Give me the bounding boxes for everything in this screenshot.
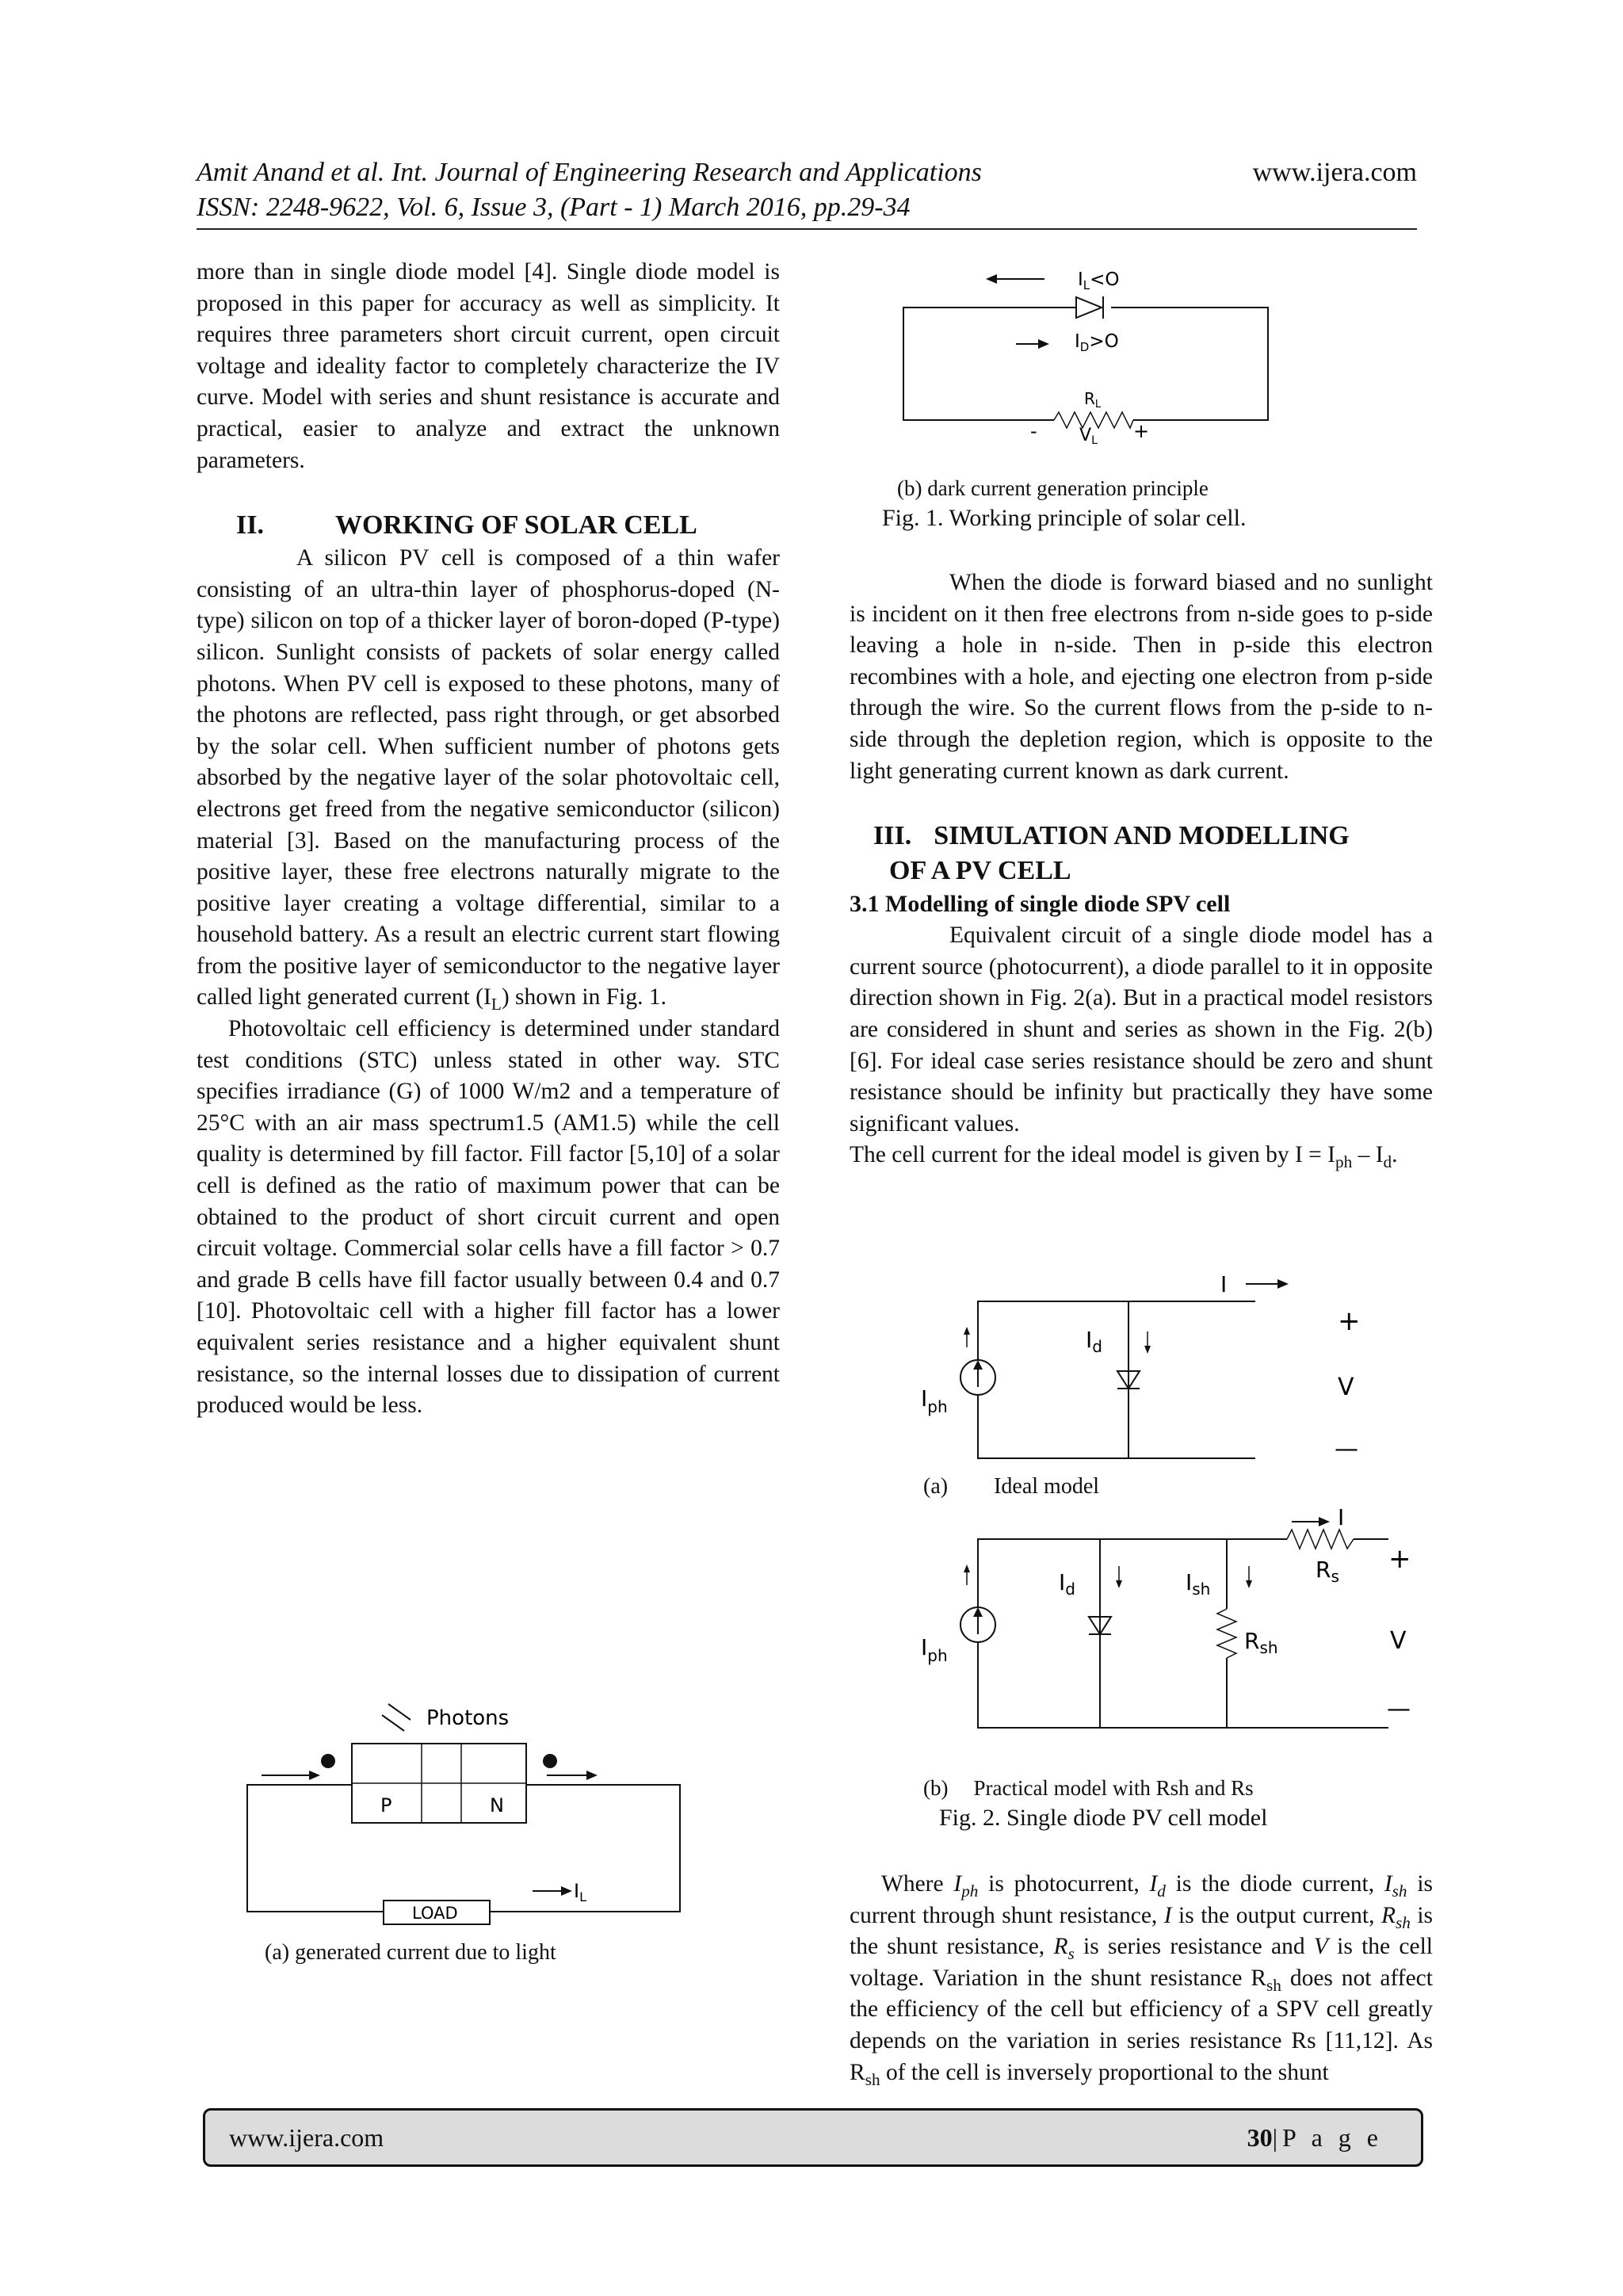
efficiency-paragraph: Photovoltaic cell efficiency is determined under standard test conditions (STC) unless stated in other way. STC specifies irradiance (G) of 1000 W/m2 and a temperature of 25°C with an air mass spectrum1.5 (AM1.5) while the cell quality is determined by fill factor. Fill factor [5,10] of a solar cell is defined as the ratio of maximum power that can be obtained to the product of short circuit current and open circuit voltage. Commercial solar cells have a fill factor > 0.7 and grade B cells have fill factor usually between 0.4 and 0.7 [10]. Photovoltaic cell with a higher fill factor has a lower equivalent series resistance and a higher equivalent shunt resistance, so the internal losses due to dissipation of current produced would be less. [197, 1016, 780, 1419]
header-rule [197, 228, 1417, 230]
equivalent-circuit-paragraph: Equivalent circuit of a single diode model has a current source (photocurrent), a diode parallel to it in opposite direction shown in Fig. 2(a). But in a practical model resistors are considered in shunt and series as shown in the Fig. 2(b) [6]. For ideal case series resistance should be zero and shunt resistance should be infinity but practically they have some significant values. [850, 923, 1433, 1137]
variables-definition-paragraph: Where $I_{ph}$ is photocurrent, $I_d$ is the diode current, $I_{sh}$ is current through shunt resistance, I is the output current, $R_{sh}$ is the shunt resistance, $R_s$ is series resistance and V is the cell voltage. Variation in the shunt resistance $R_{sh}$ does not affect the efficiency of the cell but efficiency of a SPV cell greatly depends on the variation in series resistance Rs [11,12]. As $R_{sh}$ of the cell is inversely proportional to the shunt [850, 1871, 1433, 2089]
subsection-3-1-heading: 3.1 Modelling of single diode SPV cell [850, 891, 1231, 918]
header-url[interactable]: www.ijera.com [1252, 158, 1417, 187]
plus-sign: + [1133, 420, 1150, 442]
figure-2a-svg [903, 1268, 1426, 1482]
fig2b-up-arrow-icon [964, 1564, 970, 1572]
p-layer-label: P [380, 1794, 392, 1817]
right-column-text-2 [850, 1869, 1433, 2088]
figure-1b-caption: (b) dark current generation principle [897, 476, 1209, 500]
il-label: $I_L$ [574, 1880, 586, 1904]
figure-2-title: Fig. 2. Single diode PV cell model [939, 1805, 1268, 1831]
fig2b-ish-label: $I_{sh}$ [1186, 1569, 1211, 1599]
figure-2b-svg [903, 1506, 1442, 1736]
running-header [197, 155, 1417, 225]
fig2b-id-arrow-icon [1116, 1580, 1122, 1588]
arrow-right-icon [586, 1771, 598, 1780]
figure-2b-practical-model [903, 1506, 1442, 1740]
working-paragraph: A silicon PV cell is composed of a thin wafer consisting of an ultra-thin layer of phosphorus-doped (N-type) silicon on top of a thicker layer of boron-doped (P-type) silicon. Sunlight consists of packets of solar energy called photons. When PV cell is exposed to these photons, many of the photons are reflected, pass right through, or get absorbed by the solar cell. When sufficient number of photons gets absorbed by the negative layer of the solar photovoltaic cell, electrons get freed from the negative semiconductor (silicon) material [3]. Based on the manufacturing process of the positive layer, these free electrons naturally migrate to the positive layer creating a voltage differential, similar to a household battery. As a result an electric current start flowing from the positive layer of semiconductor to the negative layer called light generated current $(I_L)$ shown in Fig. 1. [197, 545, 780, 1014]
photon-ray-2 [382, 1715, 404, 1731]
vl-label: VL [1079, 426, 1098, 447]
fig2a-wire-left [978, 1301, 1255, 1458]
section-3-title-line2: OF A PV CELL [889, 856, 1071, 886]
footer-page-indicator [1247, 2123, 1383, 2153]
minus-sign: - [1030, 420, 1037, 442]
fig2b-caption-text: Practical model with Rsh and Rs [973, 1776, 1254, 1800]
fig2b-shunt-resistor-icon [1217, 1609, 1236, 1658]
fig2b-plus-sign: + [1388, 1543, 1411, 1575]
section-3-number: III. [873, 821, 912, 851]
fig2b-id-label: $I_d$ [1059, 1569, 1075, 1599]
section-3-heading [850, 819, 1433, 854]
fig2b-ish-arrow-icon [1246, 1580, 1252, 1588]
fig2a-minus-sign: — [1335, 1435, 1358, 1463]
section-2-number: II. [236, 510, 264, 541]
header-journal-line: Amit Anand et al. Int. Journal of Engineering Research and Applications [197, 158, 982, 187]
fig2b-iph-label: $I_{ph}$ [921, 1634, 948, 1665]
fig2a-id-label: $I_d$ [1086, 1327, 1102, 1356]
figure-2b-caption [923, 1774, 1254, 1802]
photons-label: Photons [426, 1706, 510, 1730]
intro-paragraph: more than in single diode model [4]. Single diode model is proposed in this paper for accuracy as well as simplicity. It requires three parameters short circuit current, open circuit voltage and ideality factor to completely characterize the IV curve. Model with series and shunt resistance is accurate and practical, easier to analyze and extract the unknown parameters. [197, 259, 780, 473]
id-right-arrow-icon [1038, 339, 1049, 349]
fig2b-rs-label: $R_s$ [1316, 1557, 1339, 1586]
section-2-heading [197, 508, 780, 543]
fig2b-v-label: V [1390, 1627, 1407, 1655]
figure-1b-dark-current [896, 262, 1292, 456]
figure-1a-pn-junction [238, 1696, 713, 1946]
electron-right-icon [543, 1754, 557, 1768]
fig2a-down-arrow-icon [1144, 1346, 1151, 1354]
load-label: LOAD [412, 1904, 458, 1923]
ideal-current-equation: The cell current for the ideal model is given by $I = I_{ph} - I_d$. [850, 1142, 1398, 1172]
footer-page-number: 30 [1247, 2123, 1273, 2152]
figure-2a-caption [923, 1473, 1099, 1501]
fig2a-plus-sign: + [1338, 1305, 1361, 1337]
dark-circuit-wire-right [1111, 308, 1268, 420]
page-footer [203, 2108, 1423, 2167]
fig2b-rsh-label: $R_{sh}$ [1244, 1628, 1278, 1657]
fig2b-minus-sign: — [1387, 1695, 1411, 1723]
figure-1a-caption: (a) generated current due to light [265, 1940, 556, 1965]
photon-ray-1 [388, 1704, 411, 1720]
dark-circuit-wire-left [903, 308, 1075, 420]
figure-1-title: Fig. 1. Working principle of solar cell. [882, 505, 1247, 531]
right-column-text-1 [850, 567, 1433, 1171]
fig2b-caption-letter: (b) [923, 1776, 949, 1800]
arrow-left-icon [309, 1771, 320, 1780]
fig2b-series-resistor-icon [1287, 1530, 1354, 1549]
fig2a-iph-label: $I_{ph}$ [921, 1385, 948, 1416]
footer-url[interactable]: www.ijera.com [229, 2123, 384, 2152]
n-layer-label: N [490, 1794, 504, 1817]
fig2b-current-label: I [1338, 1506, 1345, 1530]
load-resistor-icon [1054, 412, 1133, 428]
figure-2a-ideal-model [903, 1268, 1426, 1486]
figure-1b-svg [896, 262, 1292, 452]
fig2a-caption-text: Ideal model [994, 1474, 1100, 1499]
electron-left-icon [321, 1754, 335, 1768]
fig2a-caption-letter: (a) [923, 1474, 949, 1499]
il-condition-label: $I_L<O$ [1078, 269, 1120, 292]
fig2a-current-arrow-icon [1277, 1279, 1289, 1289]
dark-current-paragraph: When the diode is forward biased and no sunlight is incident on it then free electrons from n-side goes to p-side leaving a hole in n-side. Then in p-side this electron recombines with a hole, and ejecting one electron from p-side through the wire. So the current flows from the p-side to n-side through the depletion region, which is opposite to the light generating current known as dark current. [850, 570, 1433, 784]
figure-1a-svg [238, 1696, 713, 1942]
section-2-title: WORKING OF SOLAR CELL [334, 510, 697, 541]
fig2a-up-arrow-icon [964, 1327, 970, 1335]
fig2a-current-label: I [1220, 1271, 1228, 1297]
section-3-title: SIMULATION AND MODELLING [934, 821, 1350, 851]
diode-icon [1076, 297, 1102, 318]
left-column-text [197, 257, 780, 1422]
il-left-arrow-icon [986, 274, 997, 284]
circuit-wire-left [247, 1785, 384, 1912]
rl-label: $R_L$ [1084, 389, 1102, 411]
fig2b-current-arrow-icon [1319, 1517, 1330, 1526]
footer-page-label: |P a g e [1272, 2123, 1383, 2152]
id-condition-label: $I_D>O$ [1075, 331, 1119, 354]
fig2a-v-label: V [1338, 1373, 1354, 1401]
il-arrow-icon [561, 1886, 572, 1896]
header-issn-line: ISSN: 2248-9622, Vol. 6, Issue 3, (Part - 1) March 2016, pp.29-34 [197, 193, 911, 222]
